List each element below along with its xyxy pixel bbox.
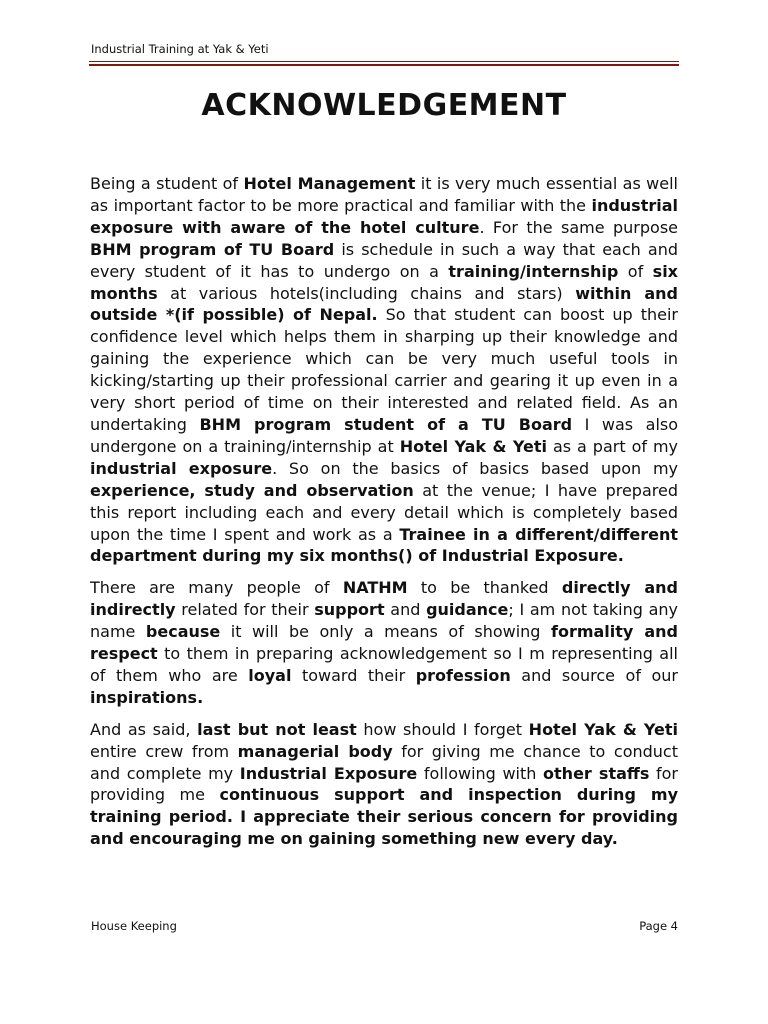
bold-run: loyal [248,665,292,685]
paragraph-2 [90,577,678,708]
header-rule-thin [89,61,679,62]
text-run: and [384,600,427,620]
paragraph-3 [90,719,678,850]
text-run: it is very much essential as well as important factor to be more practical and familiar with the [90,174,678,215]
bold-run: last but not least [197,719,357,739]
bold-run: support [314,600,385,620]
text-run: Being a student of [90,174,244,193]
bold-run: BHM program student of a TU Board [199,414,573,434]
text-run: is schedule in such a way that each and every student of it has to undergo on a [90,239,679,281]
text-run: at various hotels(including chains and stars) [157,283,576,303]
text-run: for giving me chance to conduct and complete my [90,741,679,783]
page-title: ACKNOWLEDGEMENT [201,88,567,123]
bold-run: within and outside *(if possible) of Nepal. [90,283,679,325]
text-run: And as said, [90,719,198,739]
page-number: Page 4 [639,919,678,933]
text-run: . For the same purpose [479,217,679,237]
bold-run: guidance [426,600,509,620]
bold-run: other staffs [543,763,650,783]
text-run: and source of our [510,665,678,685]
text-run: I was also undergone on a training/internship at [90,414,679,456]
text-run: So that student can boost up their confidence level which helps them in sharping up their knowledge and gaining the experience which can be very much useful tools in kicking/starting up their professional carrier and gearing it up even in a very short period of time on their interested and related field. As an undertaking [90,305,678,434]
paragraph-1 [90,173,678,567]
bold-run: Industrial Exposure [239,763,418,783]
text-run: There are many people of [90,578,343,598]
text-run: at the venue; I have prepared this report including each and every detail which is completely based upon the time I spent and work as a [90,480,678,544]
text-run: entire crew from [90,741,238,761]
bold-run: NATHM [342,578,408,598]
bold-run: managerial body [237,741,393,761]
bold-run: Trainee in a different/different department during my six months() of Industrial Exposure. [90,524,678,566]
text-run: how should I forget [356,719,529,739]
bold-run: BHM program of TU Board [90,239,335,259]
text-run: following with [417,763,544,783]
text-run: for providing me [90,763,679,805]
bold-run: inspirations. [90,687,204,707]
text-run: related for their [175,600,315,620]
bold-run: Hotel Yak & Yeti [528,719,679,739]
bold-run: six months [90,261,678,303]
bold-run: profession [415,665,511,685]
bold-run: industrial exposure [90,458,273,478]
bold-run: industrial exposure with aware of the hotel culture [90,195,678,237]
bold-run: experience, study and observation [90,480,414,500]
bold-run: directly and indirectly [90,578,678,620]
bold-run: continuous support and inspection during my training period. I appreciate their serious concern for providing and encouraging me on gaining something new every day. [90,785,678,849]
footer-section: House Keeping [91,919,177,933]
text-run: toward their [291,665,416,685]
header-rule-thick [89,64,679,66]
text-run: to them in preparing acknowledgement so I m representing all of them who are [90,644,678,685]
text-run: of [618,261,653,281]
text-run: ; I am not taking any name [90,600,679,642]
bold-run: Hotel Management [243,174,416,193]
text-run: to be thanked [407,578,562,598]
text-run: . So on the basics of basics based upon my [272,458,678,478]
running-header: Industrial Training at Yak & Yeti [91,42,269,56]
text-run: it will be only a means of showing [220,622,551,642]
bold-run: because [145,622,221,642]
body-text [90,173,678,860]
bold-run: training/internship [448,261,619,281]
bold-run: formality and respect [90,622,678,664]
bold-run: Hotel Yak & Yeti [399,436,547,456]
text-run: as a part of my [547,436,679,456]
